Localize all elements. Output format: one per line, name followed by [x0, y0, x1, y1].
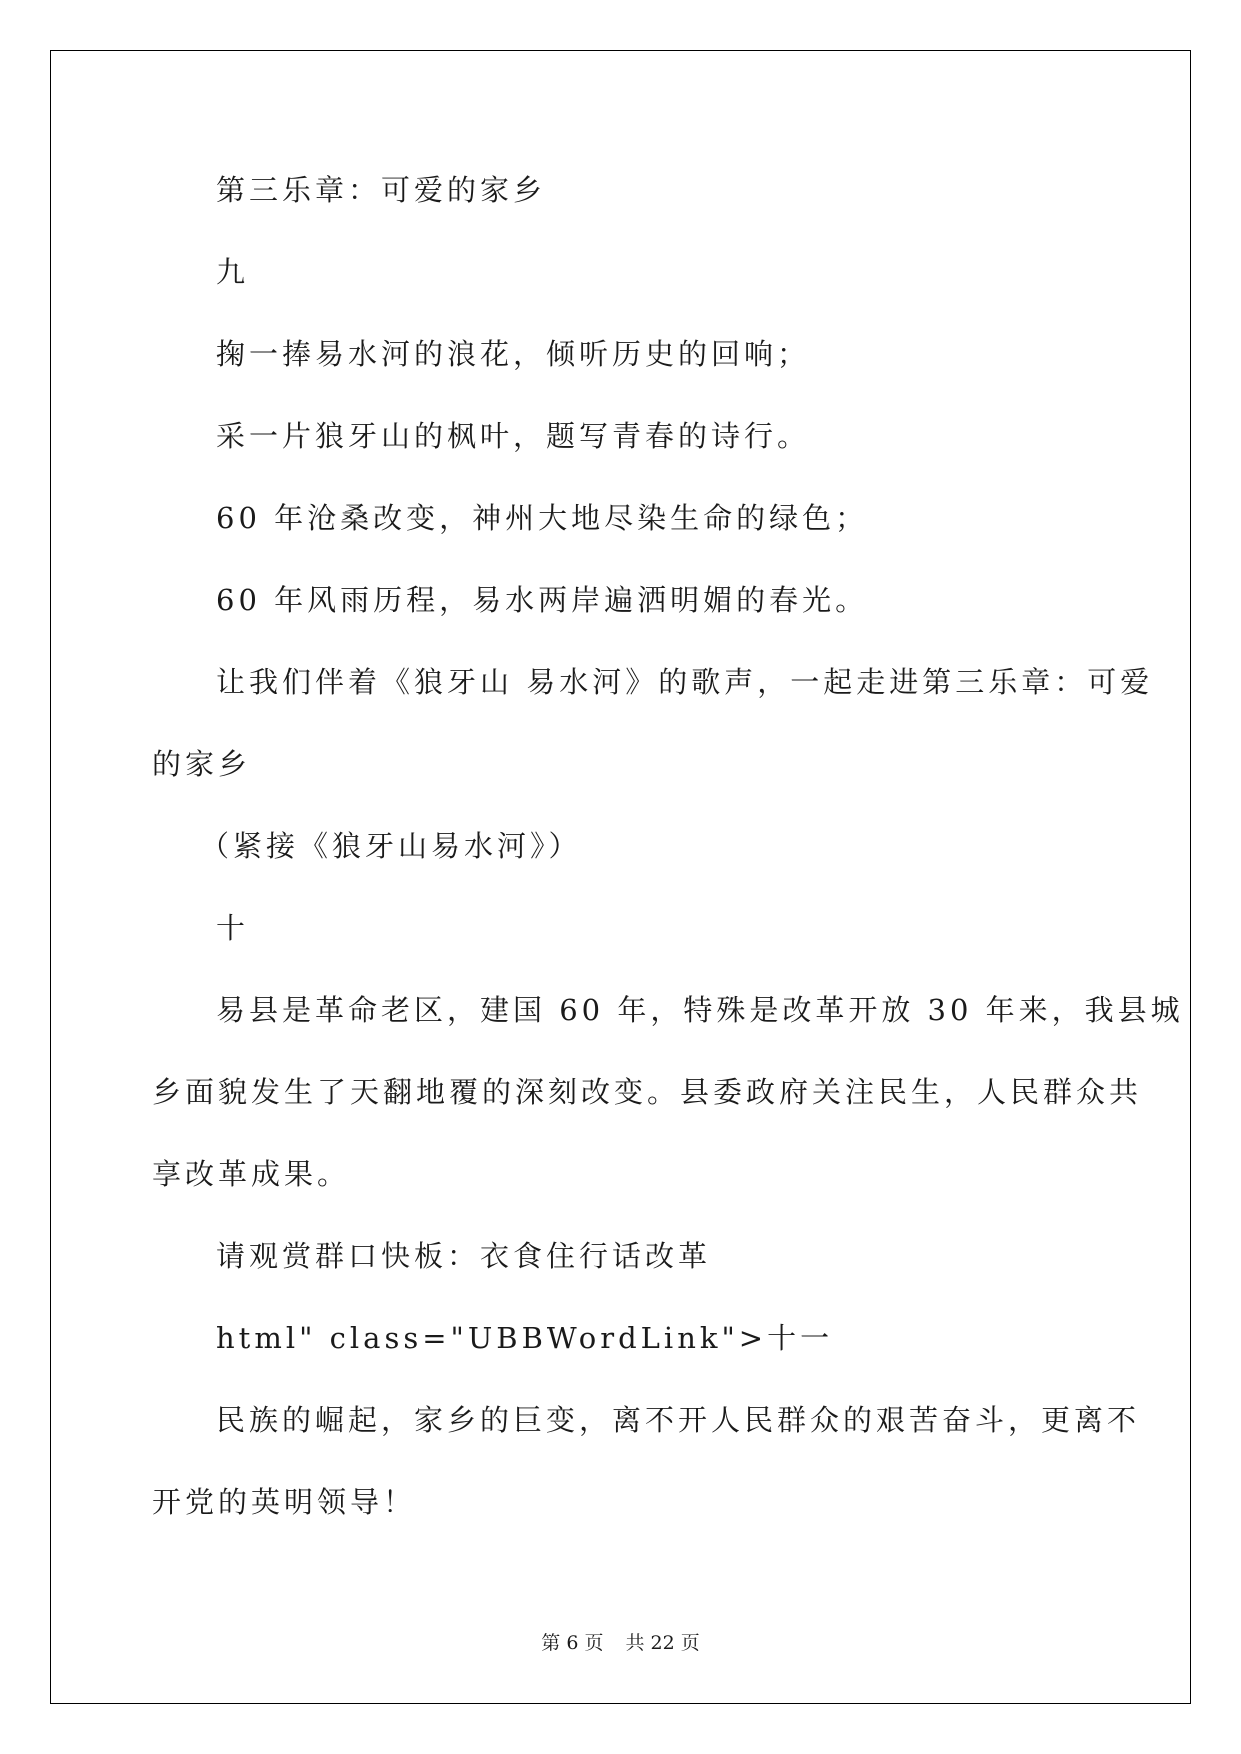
text-line: 采一片狼牙山的枫叶，题写青春的诗行。: [216, 419, 811, 453]
text-line: 请观赏群口快板：衣食住行话改革: [216, 1239, 712, 1273]
page-border: [50, 50, 1191, 1704]
page-footer: [0, 1628, 1241, 1655]
text-line: 民族的崛起，家乡的巨变，离不开人民群众的艰苦奋斗，更离不: [216, 1403, 1141, 1437]
section-number-ten: 十: [216, 911, 250, 945]
text-line: 乡面貌发生了天翻地覆的深刻改变。县委政府关注民生，人民群众共: [152, 1075, 1143, 1109]
section-number-nine: 九: [216, 255, 250, 289]
text-line: 60 年沧桑改变，神州大地尽染生命的绿色；: [216, 501, 869, 535]
text-line: 60 年风雨历程，易水两岸遍洒明媚的春光。: [216, 583, 869, 617]
text-line: 开党的英明领导！: [152, 1485, 417, 1519]
text-line: 易县是革命老区，建国 60 年，特殊是改革开放 30 年来，我县城: [216, 993, 1184, 1027]
section-number-eleven: html" class="UBBWordLink">十一: [216, 1321, 834, 1355]
page-number: 第 6 页: [541, 1632, 604, 1654]
page-total: 共 22 页: [625, 1632, 700, 1654]
text-line: 的家乡: [152, 747, 252, 781]
text-line: 让我们伴着《狼牙山 易水河》的歌声，一起走进第三乐章：可爱: [216, 665, 1154, 699]
text-line: 享改革成果。: [152, 1157, 351, 1191]
stage-direction: （紧接《狼牙山易水河》）: [200, 829, 582, 863]
text-line: 掬一捧易水河的浪花，倾听历史的回响；: [216, 337, 811, 371]
chapter-heading: 第三乐章：可爱的家乡: [216, 173, 547, 207]
